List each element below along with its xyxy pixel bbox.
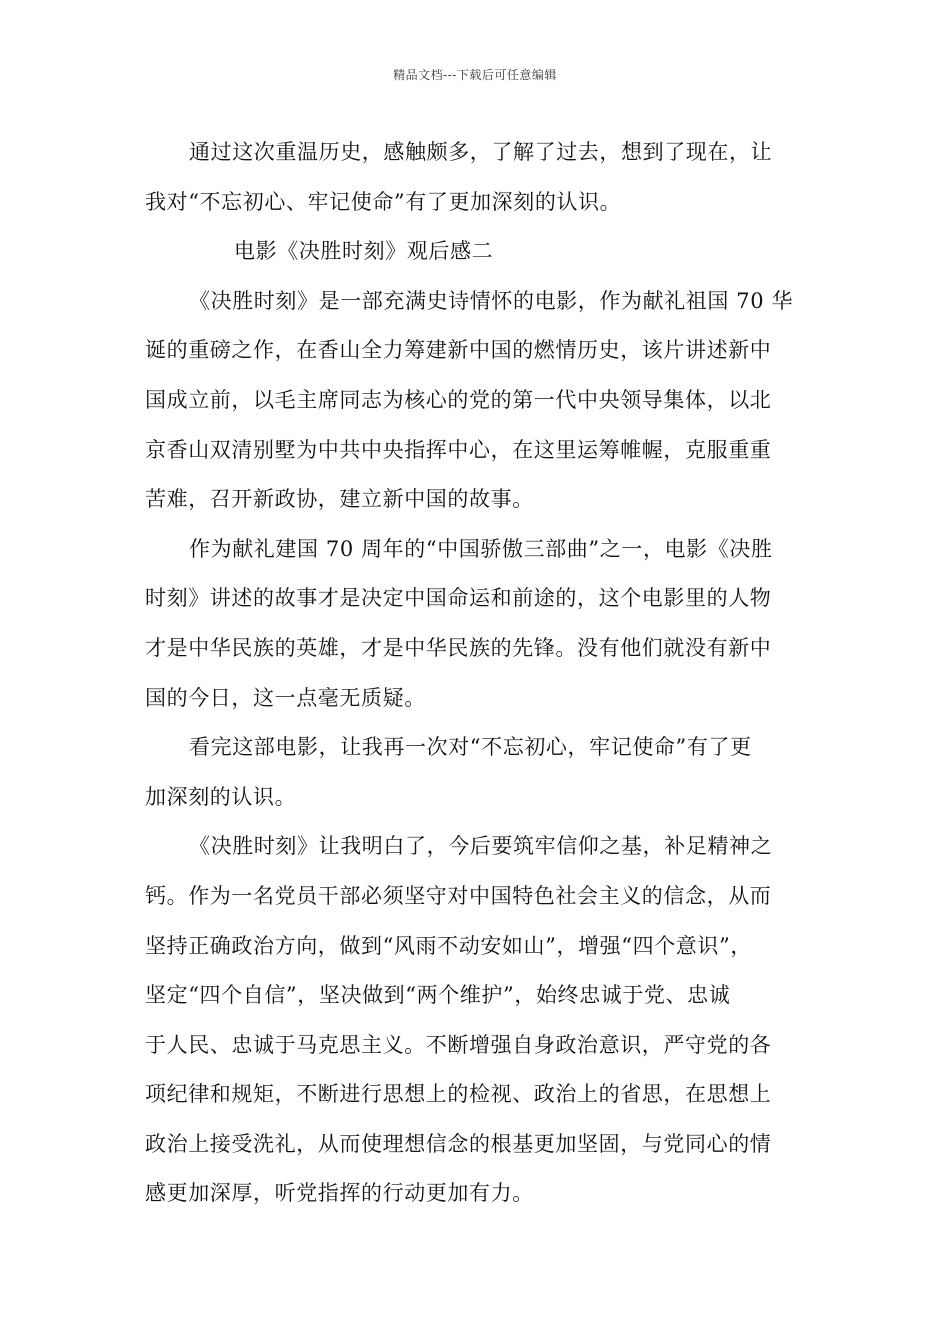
paragraph-line: 感更加深厚，听党指挥的行动更加有力。	[145, 1181, 534, 1206]
paragraph-line: 才是中华民族的英雄，才是中华民族的先锋。没有他们就没有新中	[145, 635, 772, 660]
paragraph-line: 国的今日，这一点毫无质疑。	[145, 685, 426, 710]
paragraph-line: 政治上接受洗礼，从而使理想信念的根基更加坚固，与党同心的情	[145, 1131, 772, 1156]
paragraph-line: 通过这次重温历史，感触颇多，了解了过去，想到了现在，让	[189, 140, 773, 164]
paragraph-line: 项纪律和规矩，不断进行思想上的检视、政治上的省思，在思想上	[145, 1082, 772, 1107]
paragraph-line: 《决胜时刻》是一部充满史诗情怀的电影，作为献礼祖国 70 华	[189, 288, 794, 313]
section-title: 电影《决胜时刻》观后感二	[234, 239, 494, 264]
paragraph-line: 于人民、忠诚于马克思主义。不断增强自身政治意识，严守党的各	[145, 1032, 772, 1057]
paragraph-line: 诞的重磅之作，在香山全力筹建新中国的燃情历史，该片讲述新中	[145, 338, 772, 363]
paragraph-line: 钙。作为一名党员干部必须坚守对中国特色社会主义的信念，从而	[145, 883, 772, 908]
paragraph-line: 时刻》讲述的故事才是决定中国命运和前途的，这个电影里的人物	[145, 586, 772, 611]
page-header: 精品文档---下载后可任意编辑	[393, 68, 557, 82]
paragraph-line: 作为献礼建国 70 周年的“中国骄傲三部曲”之一，电影《决胜	[189, 536, 773, 561]
paragraph-line: 苦难，召开新政协，建立新中国的故事。	[145, 487, 534, 512]
paragraph-line: 我对“不忘初心、牢记使命”有了更加深刻的认识。	[145, 189, 622, 214]
document-body	[145, 128, 810, 1219]
paragraph-line: 国成立前，以毛主席同志为核心的党的第一代中央领导集体，以北	[145, 387, 772, 412]
paragraph-line: 坚持正确政治方向，做到“风雨不动安如山”，增强“四个意识”，	[145, 933, 752, 958]
paragraph-line: 京香山双清别墅为中共中央指挥中心，在这里运筹帷幄，克服重重	[145, 437, 772, 462]
paragraph-line: 坚定“四个自信”，坚决做到“两个维护”，始终忠诚于党、忠诚	[145, 983, 731, 1008]
paragraph-line: 加深刻的认识。	[145, 784, 297, 809]
paragraph-line: 《决胜时刻》让我明白了，今后要筑牢信仰之基，补足精神之	[189, 834, 773, 859]
paragraph-line: 看完这部电影，让我再一次对“不忘初心，牢记使命”有了更	[189, 735, 752, 760]
